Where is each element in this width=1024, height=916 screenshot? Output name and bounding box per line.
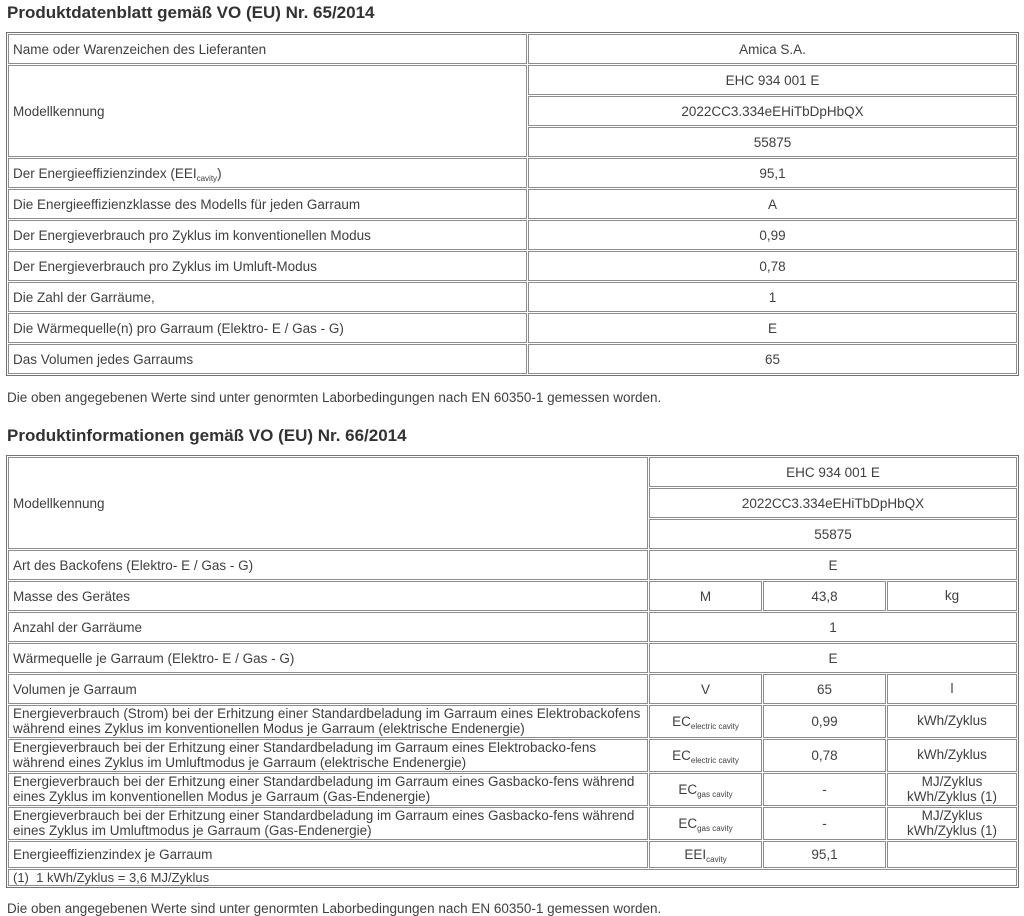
model-number-value: 55875 (528, 127, 1017, 157)
unit-line: MJ/Zyklus (921, 774, 983, 789)
unit-line: kWh/Zyklus (1) (906, 788, 997, 804)
row-label: Energieeffizienzindex je Garraum (8, 841, 648, 868)
table-row-eei (8, 158, 1017, 188)
row-value: 43,8 (763, 581, 886, 611)
table-row (8, 643, 1017, 673)
row-label: Anzahl der Garräume (8, 612, 648, 642)
row-label: Die Energieeffizienzklasse des Modells für jeden Garraum (8, 189, 527, 219)
model-name-value: EHC 934 001 E (528, 65, 1017, 95)
eei-label-text: Der Energieeffizienzindex (EEI (13, 165, 197, 181)
supplier-label: Name oder Warenzeichen des Lieferanten (8, 34, 527, 64)
model-code-value: 2022CC3.334eEHiTbDpHbQX (528, 96, 1017, 126)
symbol-subscript: gas cavity (697, 790, 733, 799)
row-label: Der Energieverbrauch pro Zyklus im konventionellen Modus (8, 220, 527, 250)
table-row (8, 313, 1017, 343)
row-symbol (649, 739, 762, 772)
eei-value: 95,1 (528, 158, 1017, 188)
symbol-base: EC (672, 748, 691, 763)
table-row-energy (8, 807, 1017, 840)
row-value: 0,78 (528, 251, 1017, 281)
footnote: (1) 1 kWh/Zyklus = 3,6 MJ/Zyklus (8, 869, 1017, 886)
row-symbol (649, 807, 762, 840)
row-label: Energieverbrauch bei der Erhitzung einer Standardbeladung im Garraum eines Gasbacko-fens während eines Zyklus im Umluftmodus je Garraum (Gas-Endenergie) (8, 807, 648, 840)
row-unit (887, 705, 1017, 738)
table-row (8, 220, 1017, 250)
row-unit (887, 773, 1017, 806)
symbol-subscript: electric cavity (690, 756, 739, 765)
row-value: E (649, 550, 1017, 580)
table-row (8, 550, 1017, 580)
row-value: 1 (649, 612, 1017, 642)
row-symbol (649, 581, 762, 611)
row-unit (887, 739, 1017, 772)
row-label: Die Zahl der Garräume, (8, 282, 527, 312)
row-label: Das Volumen jedes Garraums (8, 344, 527, 374)
table-row (8, 612, 1017, 642)
measurement-note-1: Die oben angegebenen Werte sind unter genormten Laborbedingungen nach EN 60350-1 gemessen worden. (7, 390, 662, 405)
model-number-value: 55875 (649, 519, 1017, 549)
eei-label-close: ) (217, 165, 222, 181)
symbol-base: EC (672, 714, 691, 729)
row-value: A (528, 189, 1017, 219)
row-value: - (763, 773, 886, 806)
table-row-model (8, 65, 1017, 95)
row-symbol (649, 841, 762, 868)
row-unit (887, 674, 1017, 704)
table-row (8, 674, 1017, 704)
row-symbol (649, 674, 762, 704)
product-info-table-vo-66-2014 (6, 455, 1019, 888)
row-symbol (649, 705, 762, 738)
row-unit (887, 807, 1017, 840)
row-value: 0,99 (528, 220, 1017, 250)
table-row (8, 189, 1017, 219)
table-row (8, 581, 1017, 611)
model-name-value: EHC 934 001 E (649, 457, 1017, 487)
row-value: 65 (763, 674, 886, 704)
supplier-value: Amica S.A. (528, 34, 1017, 64)
eei-label-subscript: cavity (196, 173, 218, 183)
symbol-base: EC (678, 782, 698, 797)
section2-title: Produktinformationen gemäß VO (EU) Nr. 66/2014 (7, 426, 407, 445)
row-value: 65 (528, 344, 1017, 374)
unit-line: kWh/Zyklus (917, 747, 987, 763)
row-label: Volumen je Garraum (8, 674, 648, 704)
symbol-base: EEI (684, 847, 707, 862)
row-label: Energieverbrauch bei der Erhitzung einer Standardbeladung im Garraum eines Gasbacko-fens während eines Zyklus im konventionellen Modus je Garraum (Gas-Endenergie) (8, 773, 648, 806)
unit-line: MJ/Zyklus (921, 808, 983, 823)
row-label: Energieverbrauch bei der Erhitzung einer Standardbeladung im Garraum eines Elektrobacko-fens während eines Zyklus im Umluftmodus je Garraum (elektrische Endenergie) (8, 739, 648, 772)
model-label: Modellkennung (8, 65, 527, 157)
row-label: Masse des Gerätes (8, 581, 648, 611)
row-value: 95,1 (763, 841, 886, 868)
table-row-footnote (8, 869, 1017, 886)
symbol-base: M (699, 588, 712, 604)
row-value: 0,78 (763, 739, 886, 772)
symbol-subscript: cavity (706, 855, 727, 864)
measurement-note-2: Die oben angegebenen Werte sind unter genormten Laborbedingungen nach EN 60350-1 gemessen worden. (7, 901, 662, 916)
symbol-base: EC (678, 816, 698, 831)
unit-line: kWh/Zyklus (1) (906, 822, 997, 838)
unit-line: l (950, 680, 954, 696)
row-value: E (528, 313, 1017, 343)
row-value: 0,99 (763, 705, 886, 738)
table-row-supplier (8, 34, 1017, 64)
row-value: - (763, 807, 886, 840)
row-label: Art des Backofens (Elektro- E / Gas - G) (8, 550, 648, 580)
row-label: Energieverbrauch (Strom) bei der Erhitzung einer Standardbeladung im Garraum eines Elektrobackofens während eines Zyklus im konventionellen Modus je Garraum (elektrische Endenergie) (8, 705, 648, 738)
symbol-subscript: electric cavity (690, 722, 739, 731)
unit-line: kg (944, 587, 960, 603)
table-row-energy (8, 773, 1017, 806)
table-row (8, 344, 1017, 374)
row-label: Wärmequelle je Garraum (Elektro- E / Gas - G) (8, 643, 648, 673)
table-row-model (8, 457, 1017, 487)
table-row-eei (8, 841, 1017, 868)
unit-line: kWh/Zyklus (917, 713, 987, 729)
section1-title: Produktdatenblatt gemäß VO (EU) Nr. 65/2014 (7, 3, 375, 22)
row-value: 1 (528, 282, 1017, 312)
table-row-energy (8, 705, 1017, 738)
model-label: Modellkennung (8, 457, 648, 549)
row-unit (887, 841, 1017, 868)
row-symbol (649, 773, 762, 806)
product-data-table-vo-65-2014 (6, 32, 1019, 376)
row-label: Die Wärmequelle(n) pro Garraum (Elektro- E / Gas - G) (8, 313, 527, 343)
row-value: E (649, 643, 1017, 673)
symbol-base: V (700, 681, 710, 697)
model-code-value: 2022CC3.334eEHiTbDpHbQX (649, 488, 1017, 518)
table-row (8, 282, 1017, 312)
row-label: Der Energieverbrauch pro Zyklus im Umluft-Modus (8, 251, 527, 281)
table-row-energy (8, 739, 1017, 772)
symbol-subscript: gas cavity (697, 824, 733, 833)
eei-label (8, 158, 527, 188)
row-unit (887, 581, 1017, 611)
table-row (8, 251, 1017, 281)
